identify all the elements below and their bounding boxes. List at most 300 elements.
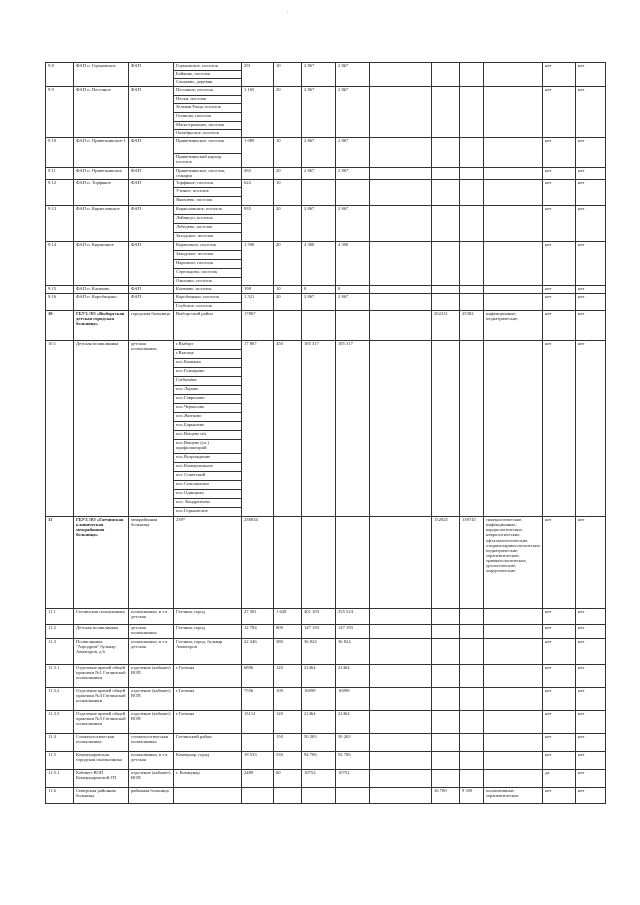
facility-type: межрайонная больница xyxy=(129,517,174,609)
bed-profiles xyxy=(484,87,543,138)
visits-value-2 xyxy=(336,788,370,804)
table-row xyxy=(46,609,606,625)
row-number: 11 xyxy=(46,517,74,609)
row-number: 11.3.2 xyxy=(46,688,74,711)
bed-days-value-2 xyxy=(460,168,484,180)
flag-a: нет xyxy=(543,311,576,341)
facility-type: поликлиника, в т.ч. детская xyxy=(129,639,174,665)
population: 935 xyxy=(242,206,274,242)
table-row xyxy=(46,242,606,251)
flag-b: нет xyxy=(576,639,606,665)
flag-a: нет xyxy=(543,138,576,168)
visits-value xyxy=(302,517,336,609)
visits-value: 2 867 xyxy=(302,294,336,311)
bed-days-value-2 xyxy=(460,242,484,286)
locality-cell: пос.Вещево (ул.) профилакторий xyxy=(174,440,242,454)
population: 7556 xyxy=(242,688,274,711)
table-row xyxy=(46,688,606,711)
population: 2489 xyxy=(242,770,274,788)
locality-cell: Октябрьское, поселок xyxy=(174,130,242,138)
table-row xyxy=(46,711,606,734)
bed-days-value xyxy=(432,752,460,770)
locality-cell: пос.Коммунальное xyxy=(174,463,242,472)
bed-profiles xyxy=(484,294,543,311)
flag-b: нет xyxy=(576,286,606,294)
population: 1 165 xyxy=(242,87,274,138)
empty-cell xyxy=(370,752,432,770)
empty-cell xyxy=(370,770,432,788)
locality-cell: пос.Одинцово xyxy=(174,490,242,499)
population xyxy=(242,734,274,752)
visits-value-2 xyxy=(336,180,370,206)
bed-profiles xyxy=(484,752,543,770)
facility-type: городская больница xyxy=(129,311,174,341)
locality-cell: Яковлево, поселок xyxy=(174,197,242,206)
bed-profiles xyxy=(484,63,543,87)
visits-value-2: 2 867 xyxy=(336,168,370,180)
bed-days-value xyxy=(432,294,460,311)
visits-value-2: 355 524 xyxy=(336,609,370,625)
facility-type: поликлиника, в т.ч. детская xyxy=(129,752,174,770)
bed-days-value xyxy=(432,138,460,168)
row-number: 9.12 xyxy=(46,180,74,206)
locality-cell: Зеленая Роща, поселок xyxy=(174,104,242,113)
capacity-value xyxy=(274,311,302,341)
population: 198 xyxy=(242,286,274,294)
locality-cell: Нарочное, поселок xyxy=(174,260,242,269)
bed-profiles xyxy=(484,286,543,294)
population: 17867 xyxy=(242,311,274,341)
bed-days-value-2 xyxy=(460,138,484,168)
bed-profiles xyxy=(484,770,543,788)
locality-cell: Сеньково, деревня xyxy=(174,79,242,87)
flag-a: нет xyxy=(543,168,576,180)
flag-a: нет xyxy=(543,242,576,286)
visits-value xyxy=(302,788,336,804)
row-number: 9.10 xyxy=(46,138,74,168)
empty-cell xyxy=(370,639,432,665)
table-row xyxy=(46,286,606,294)
facility-name: Гатчинская поликлиника xyxy=(74,609,129,625)
empty-cell xyxy=(370,341,432,517)
locality-cell: пос.Вещево н/ч xyxy=(174,431,242,440)
bed-profiles xyxy=(484,609,543,625)
locality-cell: пос.Горьковское xyxy=(174,508,242,517)
row-number: 11.3.3 xyxy=(46,711,74,734)
bed-profiles xyxy=(484,734,543,752)
bed-profiles xyxy=(484,242,543,286)
row-number: 11.4 xyxy=(46,734,74,752)
facility-name: ГБУЗ ЛО «Гатчинская клиническая межрайонная больница» xyxy=(74,517,129,609)
facility-name: Отделение врачей общей практики №4 Гатчинской поликлиники xyxy=(74,688,129,711)
locality-cell: пос.Гончарово xyxy=(174,368,242,377)
locality-cell: Гатчина, город xyxy=(174,609,242,625)
facility-name: Отделение врачей общей практики №1 Гатчинской поликлиники xyxy=(74,665,129,688)
flag-b: нет xyxy=(576,665,606,688)
locality-cell: г. Коммунар xyxy=(174,770,242,788)
capacity-value xyxy=(274,788,302,804)
row-number: 11.2 xyxy=(46,625,74,639)
visits-value xyxy=(302,311,336,341)
visits-value-2: 4 300 xyxy=(336,242,370,286)
locality-cell: пгт. Советский xyxy=(174,472,242,481)
facility-name: Стоматологическая поликлиника xyxy=(74,734,129,752)
capacity-value: 20 xyxy=(274,242,302,286)
bed-days-value-2 xyxy=(460,87,484,138)
row-number: 9.8 xyxy=(46,63,74,87)
facility-type: районная больница xyxy=(129,788,174,804)
capacity-value: 10 xyxy=(274,286,302,294)
bed-profiles xyxy=(484,168,543,180)
locality-cell: Песочное, поселок xyxy=(174,87,242,96)
table-row xyxy=(46,180,606,188)
visits-value: 10752 xyxy=(302,770,336,788)
visits-value: 2 867 xyxy=(302,87,336,138)
locality-cell: г.Гатчина xyxy=(174,665,242,688)
bed-days-value-2 xyxy=(460,63,484,87)
facility-type: ФАП xyxy=(129,294,174,311)
empty-cell xyxy=(370,665,432,688)
flag-a: нет xyxy=(543,625,576,639)
locality-cell: пос.Барышево xyxy=(174,422,242,431)
facility-name: Коммунаровская городская поликлиника xyxy=(74,752,129,770)
facility-name: ФАП п. Кирилловское xyxy=(74,206,129,242)
row-number: 11.5 xyxy=(46,752,74,770)
capacity-value: 10 xyxy=(274,180,302,206)
empty-cell xyxy=(370,206,432,242)
locality-cell: Торфяное, поселок xyxy=(174,180,242,188)
flag-a: нет xyxy=(543,788,576,804)
empty-cell xyxy=(370,294,432,311)
bed-days-value-2: 9 339 xyxy=(460,788,484,804)
flag-b: нет xyxy=(576,711,606,734)
facility-name: Отделение врачей общей практики №3 Гатчинской поликлиники xyxy=(74,711,129,734)
bed-profiles xyxy=(484,625,543,639)
bed-days-value xyxy=(432,688,460,711)
facility-type: ФАП xyxy=(129,206,174,242)
capacity-value: 100 xyxy=(274,688,302,711)
visits-value-2: 36 824 xyxy=(336,639,370,665)
facility-type: отделение (кабинет) ВОП xyxy=(129,688,174,711)
flag-b: нет xyxy=(576,752,606,770)
row-number: 9.9 xyxy=(46,87,74,138)
locality-cell: Пески, поселок xyxy=(174,96,242,104)
bed-days-value: 152825 xyxy=(432,517,460,609)
table-row xyxy=(46,752,606,770)
bed-days-value xyxy=(432,63,460,87)
bed-profiles xyxy=(484,138,543,168)
facility-name: ГБУЗ ЛО «Выборгская детская городская больница» xyxy=(74,311,129,341)
flag-a: нет xyxy=(543,752,576,770)
flag-a: нет xyxy=(543,206,576,242)
visits-value-2: 0 xyxy=(336,286,370,294)
locality-cell: пос.Возрождение xyxy=(174,454,242,463)
capacity-value: 450 xyxy=(274,341,302,517)
facility-name: ФАП п. Песочное xyxy=(74,87,129,138)
facility-name: Кабинет ВОП Коммунаровской ГП xyxy=(74,770,129,788)
bed-profiles xyxy=(484,665,543,688)
table-row xyxy=(46,625,606,639)
bed-profiles xyxy=(484,688,543,711)
facility-type: ФАП xyxy=(129,180,174,206)
bed-profiles xyxy=(484,180,543,206)
facility-type: отделение (кабинет) ВОП xyxy=(129,665,174,688)
locality-cell: Кирилловское, поселок xyxy=(174,206,242,215)
empty-cell xyxy=(370,286,432,294)
locality-cell: Коробицыно, поселок xyxy=(174,294,242,303)
visits-value: 2 867 xyxy=(302,168,336,180)
flag-b: нет xyxy=(576,625,606,639)
row-number: 9.11 xyxy=(46,168,74,180)
bed-days-value xyxy=(432,734,460,752)
flag-a: нет xyxy=(543,639,576,665)
row-number: 10 xyxy=(46,311,74,341)
capacity-value: 120 xyxy=(274,665,302,688)
visits-value-2: 2 867 xyxy=(336,87,370,138)
locality-cell: Гатчинский район xyxy=(174,734,242,752)
empty-cell xyxy=(370,138,432,168)
bed-days-value-2 xyxy=(460,625,484,639)
locality-cell: пос.Каменка xyxy=(174,359,242,368)
bed-days-value xyxy=(432,609,460,625)
table-row xyxy=(46,770,606,788)
flag-a: нет xyxy=(543,609,576,625)
bed-days-value-2 xyxy=(460,752,484,770)
table-row xyxy=(46,311,606,341)
locality-cell: г.Гатчина xyxy=(174,688,242,711)
locality-cell: Коммунар, город xyxy=(174,752,242,770)
locality-cell: пос.Черкасово xyxy=(174,404,242,413)
table-row xyxy=(46,639,606,665)
flag-b: нет xyxy=(576,788,606,804)
row-number: 10.1 xyxy=(46,341,74,517)
locality-cell: Осиново, поселок xyxy=(174,113,242,122)
flag-b: нет xyxy=(576,688,606,711)
facility-name: Поликлиника "Аэродром" бульвар Авиаторов, д.6 xyxy=(74,639,129,665)
capacity-value: 10 xyxy=(274,138,302,168)
visits-value xyxy=(302,180,336,206)
visits-value: 2 867 xyxy=(302,206,336,242)
flag-b: нет xyxy=(576,341,606,517)
bed-days-value xyxy=(432,242,460,286)
empty-cell xyxy=(370,517,432,609)
locality-cell: Лейпясуо, поселок xyxy=(174,215,242,224)
flag-a: нет xyxy=(543,665,576,688)
bed-days-value xyxy=(432,286,460,294)
table-row xyxy=(46,87,606,96)
flag-a: нет xyxy=(543,517,576,609)
empty-cell xyxy=(370,711,432,734)
population: 19 533 xyxy=(242,752,274,770)
facility-type: отделение (кабинет) ВОП xyxy=(129,770,174,788)
bed-days-value-2: 139745 xyxy=(460,517,484,609)
facility-type: ФАП xyxy=(129,286,174,294)
bed-days-value-2 xyxy=(460,609,484,625)
visits-value: 16098 xyxy=(302,688,336,711)
bed-profiles xyxy=(484,711,543,734)
flag-a: нет xyxy=(543,734,576,752)
visits-value-2: 2 867 xyxy=(336,63,370,87)
row-number: 9.16 xyxy=(46,294,74,311)
flag-a: нет xyxy=(543,87,576,138)
row-number: 11.1 xyxy=(46,609,74,625)
empty-cell xyxy=(370,734,432,752)
facility-name: ФАП п. Горьковское xyxy=(74,63,129,87)
capacity-value: 380 xyxy=(274,639,302,665)
table-row xyxy=(46,341,606,350)
visits-value: 2 867 xyxy=(302,63,336,87)
flag-a: нет xyxy=(543,341,576,517)
bed-days-value xyxy=(432,341,460,517)
facility-type: поликлиника, в т.ч. детская xyxy=(129,609,174,625)
locality-cell xyxy=(174,788,242,804)
row-number: 11.5.1 xyxy=(46,770,74,788)
visits-value-2: 2 867 xyxy=(336,138,370,168)
empty-cell xyxy=(370,63,432,87)
visits-value: 50 265 xyxy=(302,734,336,752)
bed-days-value-2 xyxy=(460,665,484,688)
flag-a: нет xyxy=(543,711,576,734)
facility-type: ФАП xyxy=(129,87,174,138)
bed-days-value xyxy=(432,180,460,206)
bed-days-value-2 xyxy=(460,286,484,294)
bed-days-value xyxy=(432,770,460,788)
capacity-value: 530 xyxy=(274,752,302,770)
facility-type: ФАП xyxy=(129,63,174,87)
locality-cell: Выборгский район xyxy=(174,311,242,341)
table-row xyxy=(46,734,606,752)
locality-cell: пос.Соколинское xyxy=(174,481,242,490)
row-number: 9.15 xyxy=(46,286,74,294)
bed-days-value: 16 700 xyxy=(432,788,460,804)
capacity-value: 20 xyxy=(274,294,302,311)
locality-cell: г.Гатчина xyxy=(174,711,242,734)
bed-days-value-2 xyxy=(460,639,484,665)
capacity-value: 20 xyxy=(274,206,302,242)
facility-name: ФАП п. Приветнинское xyxy=(74,168,129,180)
empty-cell xyxy=(370,87,432,138)
empty-cell xyxy=(370,609,432,625)
flag-b: нет xyxy=(576,180,606,206)
table-row xyxy=(46,206,606,215)
locality-cell: Гатчина, город xyxy=(174,625,242,639)
capacity-value: 20 xyxy=(274,168,302,180)
locality-cell: г.Выборг xyxy=(174,341,242,350)
locality-cell: Магистральное, поселок xyxy=(174,122,242,130)
facility-name: ФАП п. Климово xyxy=(74,286,129,294)
locality-cell: Глебычёво xyxy=(174,377,242,386)
locality-cell: пос.Лорово xyxy=(174,386,242,395)
bed-days-value-2 xyxy=(460,294,484,311)
locality-cell: Гатчина, город, бульвар Авиаторов xyxy=(174,639,242,665)
population: 17 867 xyxy=(242,341,274,517)
empty-cell xyxy=(370,180,432,206)
bed-days-value-2: 25382 xyxy=(460,311,484,341)
facility-type: отделение (кабинет) ВОП xyxy=(129,711,174,734)
flag-b: нет xyxy=(576,770,606,788)
empty-cell xyxy=(370,788,432,804)
locality-cell: Кирпичное, поселок xyxy=(174,242,242,251)
bed-days-value xyxy=(432,711,460,734)
table-row xyxy=(46,517,606,609)
bed-profiles: инфекционные, педиатрические, xyxy=(484,311,543,341)
locality-cell: Приветнинский карьер, поселок xyxy=(174,154,242,168)
facility-type: детская поликлиника xyxy=(129,341,174,517)
locality-cell: Приветнинское, поселок, станции xyxy=(174,168,242,180)
row-number: 11.3 xyxy=(46,639,74,665)
locality-cell: Глубокое, поселок xyxy=(174,303,242,311)
facility-table xyxy=(45,62,606,804)
facility-type: ФАП xyxy=(129,168,174,180)
locality-cell: Лебедево, поселок xyxy=(174,224,242,233)
visits-value: 21464 xyxy=(302,711,336,734)
visits-value: 0 xyxy=(302,286,336,294)
facility-name: ФАП п. Приветнинское-1 xyxy=(74,138,129,168)
visits-value-2: 16098 xyxy=(336,688,370,711)
population: 1 596 xyxy=(242,242,274,286)
locality-cell: Приветнинское, поселок xyxy=(174,138,242,154)
empty-cell xyxy=(370,688,432,711)
bed-days-value-2 xyxy=(460,688,484,711)
bed-days-value-2 xyxy=(460,770,484,788)
visits-value-2: 2 867 xyxy=(336,206,370,242)
capacity-value: 800 xyxy=(274,625,302,639)
bed-days-value-2 xyxy=(460,180,484,206)
locality-cell: Заходское, поселок xyxy=(174,233,242,242)
flag-b: нет xyxy=(576,734,606,752)
visits-value: 2 867 xyxy=(302,138,336,168)
facility-name: ФАП п. Коробицыно xyxy=(74,294,129,311)
visits-value-2: 2 867 xyxy=(336,294,370,311)
population: 22 346 xyxy=(242,639,274,665)
empty-cell xyxy=(370,168,432,180)
population: 492 xyxy=(242,168,274,180)
empty-cell xyxy=(370,242,432,286)
bed-profiles xyxy=(484,639,543,665)
facility-type: ФАП xyxy=(129,138,174,168)
population: 27 381 xyxy=(242,609,274,625)
flag-a: да xyxy=(543,770,576,788)
visits-value: 94 706 xyxy=(302,752,336,770)
flag-a: нет xyxy=(543,294,576,311)
population: 6896 xyxy=(242,665,274,688)
table-row xyxy=(46,788,606,804)
bed-days-value xyxy=(432,625,460,639)
population: 12 784 xyxy=(242,625,274,639)
visits-value-2: 92 706 xyxy=(336,752,370,770)
flag-b: нет xyxy=(576,168,606,180)
bed-days-value-2 xyxy=(460,711,484,734)
empty-cell xyxy=(370,625,432,639)
bed-days-value xyxy=(432,168,460,180)
table-row xyxy=(46,294,606,303)
population: 238034 xyxy=(242,517,274,609)
visits-value-2 xyxy=(336,517,370,609)
flag-b: нет xyxy=(576,63,606,87)
facility-type: стоматологическая поликлиника xyxy=(129,734,174,752)
locality-cell: пос.Житково xyxy=(174,413,242,422)
visits-value: 36 824 xyxy=(302,639,336,665)
visits-value-2: 21464 xyxy=(336,711,370,734)
row-number: 11.6 xyxy=(46,788,74,804)
facility-name: Сиверская районная больница xyxy=(74,788,129,804)
visits-value-2: 21464 xyxy=(336,665,370,688)
bed-days-value xyxy=(432,206,460,242)
capacity-value xyxy=(274,517,302,609)
visits-value-2 xyxy=(336,311,370,341)
locality-cell: пос. Кондратьево xyxy=(174,499,242,508)
flag-b: нет xyxy=(576,242,606,286)
